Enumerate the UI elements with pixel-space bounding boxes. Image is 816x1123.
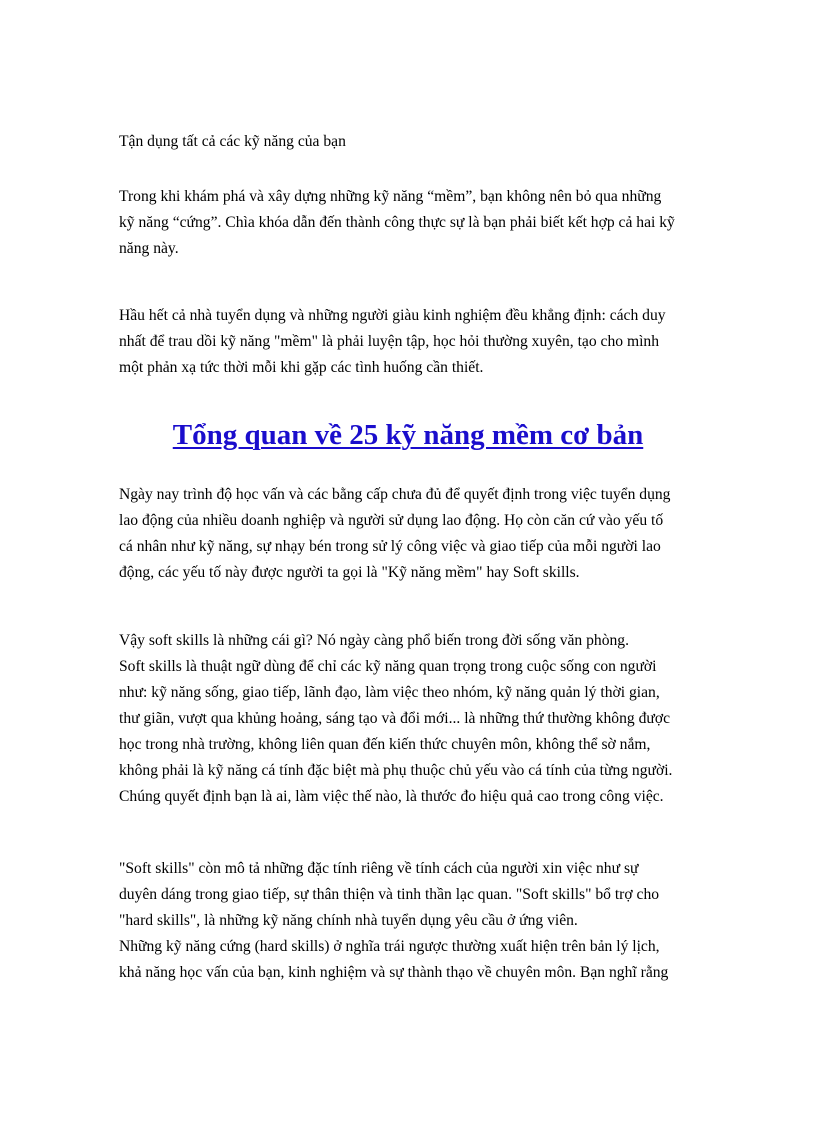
paragraph-line: "Soft skills" còn mô tả những đặc tính riêng về tính cách của người xin việc như sự [119,860,639,877]
paragraph-line: lao động của nhiều doanh nghiệp và người sử dụng lao động. Họ còn căn cứ vào yếu tố [119,512,664,529]
paragraph-line: Ngày nay trình độ học vấn và các bằng cấp chưa đủ để quyết định trong việc tuyển dụng [119,486,671,503]
paragraph-line: Chúng quyết định bạn là ai, làm việc thế nào, là thước đo hiệu quả cao trong công việc. [119,788,664,805]
paragraph-line: cá nhân như kỹ năng, sự nhạy bén trong sử lý công việc và giao tiếp của mỗi người lao [119,538,661,555]
paragraph-line: động, các yếu tố này được người ta gọi là "Kỹ năng mềm" hay Soft skills. [119,564,580,581]
paragraph-line: không phải là kỹ năng cá tính đặc biệt mà phụ thuộc chủ yếu vào cá tính của từng người. [119,762,673,779]
intro-title-text: Tận dụng tất cả các kỹ năng của bạn [119,133,346,150]
paragraph-line: năng này. [119,240,179,257]
paragraph-line: kỹ năng “cứng”. Chìa khóa dẫn đến thành công thực sự là bạn phải biết kết hợp cả hai kỹ [119,214,675,231]
paragraph-line: Vậy soft skills là những cái gì? Nó ngày càng phổ biến trong đời sống văn phòng. [119,632,629,649]
paragraph-line: một phản xạ tức thời mỗi khi gặp các tình huống cần thiết. [119,359,484,376]
paragraph-line: khả năng học vấn của bạn, kinh nghiệm và sự thành thạo về chuyên môn. Bạn nghĩ rằng [119,964,669,981]
paragraph-5 [119,856,709,986]
paragraph-3 [119,482,709,586]
paragraph-line: duyên dáng trong giao tiếp, sự thân thiện và tinh thần lạc quan. "Soft skills" bổ trợ cho [119,886,660,903]
paragraph-line: Soft skills là thuật ngữ dùng để chỉ các kỹ năng quan trọng trong cuộc sống con người [119,658,657,675]
paragraph-line: học trong nhà trường, không liên quan đến kiến thức chuyên môn, không thể sờ nắm, [119,736,651,753]
paragraph-line: "hard skills", là những kỹ năng chính nhà tuyển dụng yêu cầu ở ứng viên. [119,912,578,929]
paragraph-line: nhất để trau dồi kỹ năng "mềm" là phải luyện tập, học hỏi thường xuyên, tạo cho mình [119,333,660,350]
paragraph-line: Hầu hết cả nhà tuyển dụng và những người giàu kinh nghiệm đều khẳng định: cách duy [119,307,666,324]
paragraph-line: thư giãn, vượt qua khủng hoảng, sáng tạo và đổi mới... là những thứ thường không được [119,710,671,727]
section-heading [0,415,816,455]
paragraph-4 [119,628,709,810]
paragraph-line: như: kỹ năng sống, giao tiếp, lãnh đạo, làm việc theo nhóm, kỹ năng quản lý thời gian, [119,684,660,701]
paragraph-line: Trong khi khám phá và xây dựng những kỹ năng “mềm”, bạn không nên bỏ qua những [119,188,662,205]
paragraph-1 [119,184,709,262]
paragraph-line: Những kỹ năng cứng (hard skills) ở nghĩa trái ngược thường xuất hiện trên bản lý lịch, [119,938,660,955]
intro-title [119,129,709,155]
section-heading-link[interactable]: Tổng quan về 25 kỹ năng mềm cơ bản [172,419,644,451]
paragraph-2 [119,303,709,381]
